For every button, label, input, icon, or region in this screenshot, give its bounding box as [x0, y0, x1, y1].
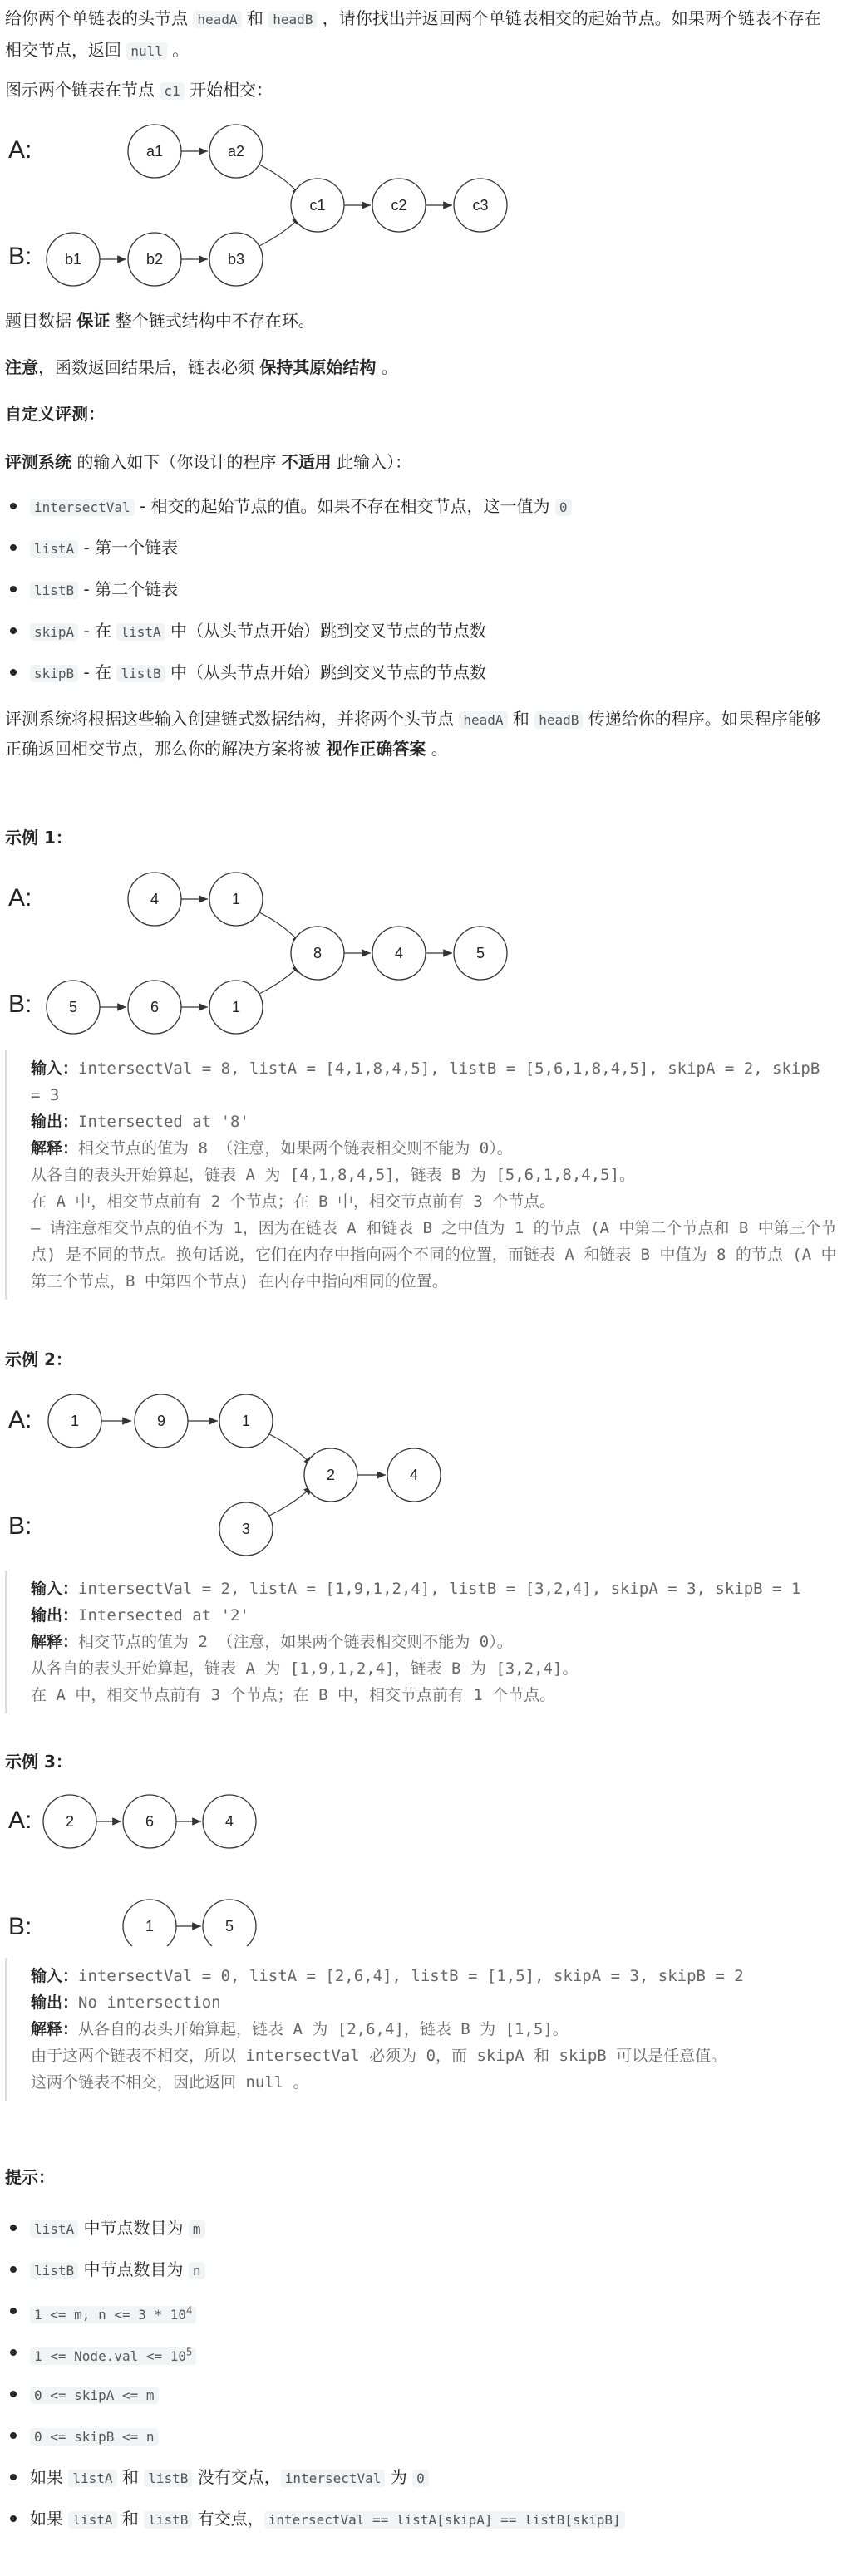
code: n: [189, 2262, 205, 2279]
example-1-title: 示例 1：: [5, 828, 72, 848]
output-label: 输出：: [31, 1113, 79, 1131]
hint-item: [5, 2207, 836, 2249]
node-label: b2: [145, 251, 164, 268]
judge-summary: [5, 705, 836, 763]
text: 中（从头节点开始）跳到交叉节点的节点数: [165, 621, 486, 641]
node-label: a1: [145, 143, 164, 160]
code: 0: [555, 499, 572, 516]
output-value: No intersection: [78, 1993, 221, 2012]
hint-item: [5, 2456, 836, 2498]
text: 中（从头节点开始）跳到交叉节点的节点数: [165, 662, 486, 682]
intro-text: 和: [241, 8, 269, 28]
explain-text: 相交节点的值为 2 （注意，如果两个链表相交则不能为 0）。 从各自的表头开始算起，链表 A 为 [1,9,1,2,4]，链表 B 为 [3,2,4]。 在 A 中，相交节点前有 3 个节点；在 B 中，相交节点前有 1 个节点。: [31, 1633, 579, 1704]
note-text: 题目数据: [5, 311, 77, 331]
a-list: [128, 125, 263, 178]
b-list: [47, 981, 263, 1034]
c-list: [291, 927, 507, 980]
node-label: 5: [68, 999, 78, 1015]
code-text: 1 <= Node.val <= 10: [34, 2348, 187, 2365]
intro-text: ，请你找出并返回两个单链表相交的起始节点。如果两个链表不存在相交节点，返回: [5, 8, 821, 60]
text: 传递给你的程序。如果程序能够正确返回相交节点，那么你的解决方案将被: [5, 709, 821, 759]
structure-note: [5, 354, 398, 381]
code: intersectVal: [281, 2470, 386, 2487]
output-value: Intersected at '8': [78, 1113, 249, 1131]
example-1-io: [5, 1050, 839, 1300]
intro-text: 。: [166, 40, 190, 60]
code: listA: [68, 2511, 116, 2529]
text: - 在: [78, 621, 117, 641]
list-item: [5, 568, 836, 610]
node-label: 4: [409, 1467, 419, 1483]
custom-judge-list: [5, 485, 836, 693]
diagram-main: [0, 116, 532, 299]
explain-text: 相交节点的值为 8 （注意，如果两个链表相交则不能为 0）。 从各自的表头开始算起，链表 A 为 [4,1,8,4,5]，链表 B 为 [5,6,1,8,4,5]。 在 A 中，相交节点前有 2 个节点；在 B 中，相交节点前有 3 个节点。 — 请注意相交节点的值不为 1，因为在链表 A 和链表 B 之中值为 1 的节点 (A 中第二个节点和 B 中第三个节点) 是不同的节点。换句话说，它们在内存中指向两个不同的位置，而链表 A 和链表 B 中值为 8 的节点 (A 中第三个节点，B 中第四个节点) 在内存中指向相同的位置。: [31, 1139, 837, 1290]
text: 中节点数目为: [78, 2218, 189, 2238]
text: - 相交的起始节点的值。如果不存在相交节点，这一值为: [134, 496, 555, 516]
text: 没有交点，: [192, 2467, 281, 2487]
node-label: 5: [224, 1918, 234, 1934]
node-label: 3: [241, 1521, 251, 1537]
example-2-title: 示例 2：: [5, 1349, 72, 1369]
custom-judge-title: 自定义评测：: [5, 404, 105, 424]
output-label: 输出：: [31, 1606, 79, 1625]
text: 有交点，: [192, 2509, 264, 2529]
b-list: [123, 1900, 256, 1946]
explain-label: 解释：: [31, 2020, 79, 2038]
note-text: 整个链式结构中不存在环。: [110, 311, 315, 331]
note-bold: 保证: [76, 311, 111, 331]
node-label: 8: [313, 945, 323, 961]
c-list: [304, 1448, 441, 1502]
note-bold: 注意: [5, 357, 38, 377]
label-b: B:: [8, 243, 32, 270]
node-label: 4: [394, 945, 404, 961]
code: skipB: [30, 665, 78, 682]
hint-item: [5, 2332, 836, 2373]
note-text: 。: [376, 357, 398, 377]
b-list: [219, 1502, 273, 1556]
example-3-diagram: [0, 1788, 299, 1946]
code: listB: [144, 2470, 192, 2487]
text: 如果: [30, 2509, 69, 2529]
a-list: [48, 1394, 273, 1448]
bold-text: 视作正确答案: [326, 739, 426, 759]
bold-text: 不适用: [281, 452, 332, 472]
code: intersectVal == listA[skipA] == listB[skipB]: [264, 2511, 625, 2529]
node-label: 1: [70, 1413, 80, 1429]
explain-label: 解释：: [31, 1633, 79, 1651]
a-list: [43, 1795, 256, 1848]
output-label: 输出：: [31, 1993, 79, 2012]
text: - 在: [78, 662, 117, 682]
code: listA: [116, 623, 165, 641]
node-label: 1: [241, 1413, 251, 1429]
code: listA: [68, 2470, 116, 2487]
node-label: c3: [472, 197, 489, 214]
hint-item: [5, 2415, 836, 2456]
input-label: 输入：: [31, 1580, 79, 1598]
intro-paragraph: [5, 3, 836, 66]
a-list: [128, 873, 263, 926]
hint-item: [5, 2373, 836, 2415]
hint-item: [5, 2498, 836, 2539]
label-a: A:: [8, 884, 32, 912]
no-cycle-note: [5, 307, 315, 334]
node-label: b3: [227, 251, 245, 268]
input-label: 输入：: [31, 1059, 79, 1078]
node-label: 4: [150, 891, 160, 907]
node-label: 1: [231, 999, 241, 1015]
text: 如果: [30, 2467, 69, 2487]
code: m: [189, 2220, 205, 2238]
example-2-io: [5, 1571, 839, 1713]
code: headA: [459, 711, 507, 729]
text: 的输入如下（你设计的程序: [71, 452, 282, 472]
code: 0: [412, 2470, 429, 2487]
text: - 第二个链表: [78, 579, 179, 599]
code: listB: [116, 665, 165, 682]
label-b: B:: [8, 1913, 32, 1940]
code-null: null: [126, 42, 167, 60]
code: skipA: [30, 623, 78, 641]
hint-item: [5, 2249, 836, 2290]
explain-text: 从各自的表头开始算起，链表 A 为 [2,6,4]，链表 B 为 [1,5]。 由于这两个链表不相交，所以 intersectVal 必须为 0，而 skipA 和 skipB 可以是任意值。 这两个链表不相交，因此返回 null 。: [31, 2020, 727, 2092]
code: 0 <= skipA <= m: [30, 2387, 159, 2404]
list-item: [5, 527, 836, 568]
label-a: A:: [8, 1807, 32, 1834]
text: - 第一个链表: [78, 538, 179, 558]
node-label: c2: [391, 197, 407, 214]
output-value: Intersected at '2': [78, 1606, 249, 1625]
example-3-io: [5, 1958, 839, 2101]
node-label: 9: [156, 1413, 166, 1429]
code-c1: c1: [160, 82, 184, 100]
intro-text: 给你两个单链表的头节点: [5, 8, 194, 28]
node-label: 4: [224, 1813, 234, 1830]
code: headB: [534, 711, 583, 729]
text: 。: [426, 739, 448, 759]
explain-label: 解释：: [31, 1139, 79, 1158]
b-list: [47, 233, 263, 286]
text: 和: [116, 2467, 145, 2487]
node-label: 6: [150, 999, 160, 1015]
input-label: 输入：: [31, 1967, 79, 1985]
input-value: intersectVal = 8, listA = [4,1,8,4,5], listB = [5,6,1,8,4,5], skipA = 2, skipB = 3: [31, 1059, 830, 1104]
c-list: [291, 179, 507, 232]
code-headA: headA: [193, 11, 241, 28]
node-label: 6: [145, 1813, 155, 1830]
superscript: 5: [186, 2347, 193, 2358]
hints-title: 提示：: [5, 2167, 55, 2187]
node-label: a2: [227, 143, 245, 160]
node-label: 2: [65, 1813, 75, 1830]
code: [30, 2347, 196, 2365]
example-2-diagram: [0, 1386, 465, 1565]
bold-text: 评测系统: [5, 452, 71, 472]
code-headB: headB: [268, 11, 317, 28]
code: listB: [144, 2511, 192, 2529]
label-a: A:: [8, 136, 32, 164]
input-value: intersectVal = 2, listA = [1,9,1,2,4], listB = [3,2,4], skipA = 3, skipB = 1: [78, 1580, 801, 1598]
note-bold: 保持其原始结构: [259, 357, 377, 377]
code: listA: [30, 540, 78, 558]
label-b: B:: [8, 991, 32, 1018]
text: 和: [507, 709, 535, 729]
figure-caption: [5, 76, 273, 103]
code: [30, 2306, 196, 2323]
example-1-diagram: [0, 864, 532, 1043]
text: 评测系统将根据这些输入创建链式数据结构，并将两个头节点: [5, 709, 460, 729]
caption-text: 开始相交：: [184, 80, 273, 100]
superscript: 4: [186, 2305, 193, 2317]
code: 0 <= skipB <= n: [30, 2428, 159, 2446]
example-3-title: 示例 3：: [5, 1752, 72, 1772]
note-text: ，函数返回结果后，链表必须: [38, 357, 260, 377]
label-a: A:: [8, 1406, 32, 1433]
list-item: [5, 610, 836, 651]
text: 和: [116, 2509, 145, 2529]
caption-text: 图示两个链表在节点: [5, 80, 160, 100]
hint-item: [5, 2290, 836, 2332]
code: listA: [30, 2220, 78, 2238]
input-value: intersectVal = 0, listA = [2,6,4], listB = [1,5], skipA = 3, skipB = 2: [78, 1967, 744, 1985]
hints-list: [5, 2207, 836, 2539]
label-b: B:: [8, 1512, 32, 1540]
code: intersectVal: [30, 499, 135, 516]
text: 为: [385, 2467, 413, 2487]
node-label: c1: [309, 197, 326, 214]
list-item: [5, 651, 836, 693]
code-text: 1 <= m, n <= 3 * 10: [34, 2307, 187, 2323]
node-label: 5: [475, 945, 485, 961]
node-label: b1: [64, 251, 82, 268]
list-item: [5, 485, 836, 527]
node-label: 1: [231, 891, 241, 907]
code: listB: [30, 582, 78, 599]
custom-judge-intro: [5, 449, 411, 475]
node-label: 1: [145, 1918, 155, 1934]
text: 此输入）：: [331, 452, 412, 472]
text: 中节点数目为: [78, 2259, 189, 2279]
node-label: 2: [326, 1467, 336, 1483]
code: listB: [30, 2262, 78, 2279]
